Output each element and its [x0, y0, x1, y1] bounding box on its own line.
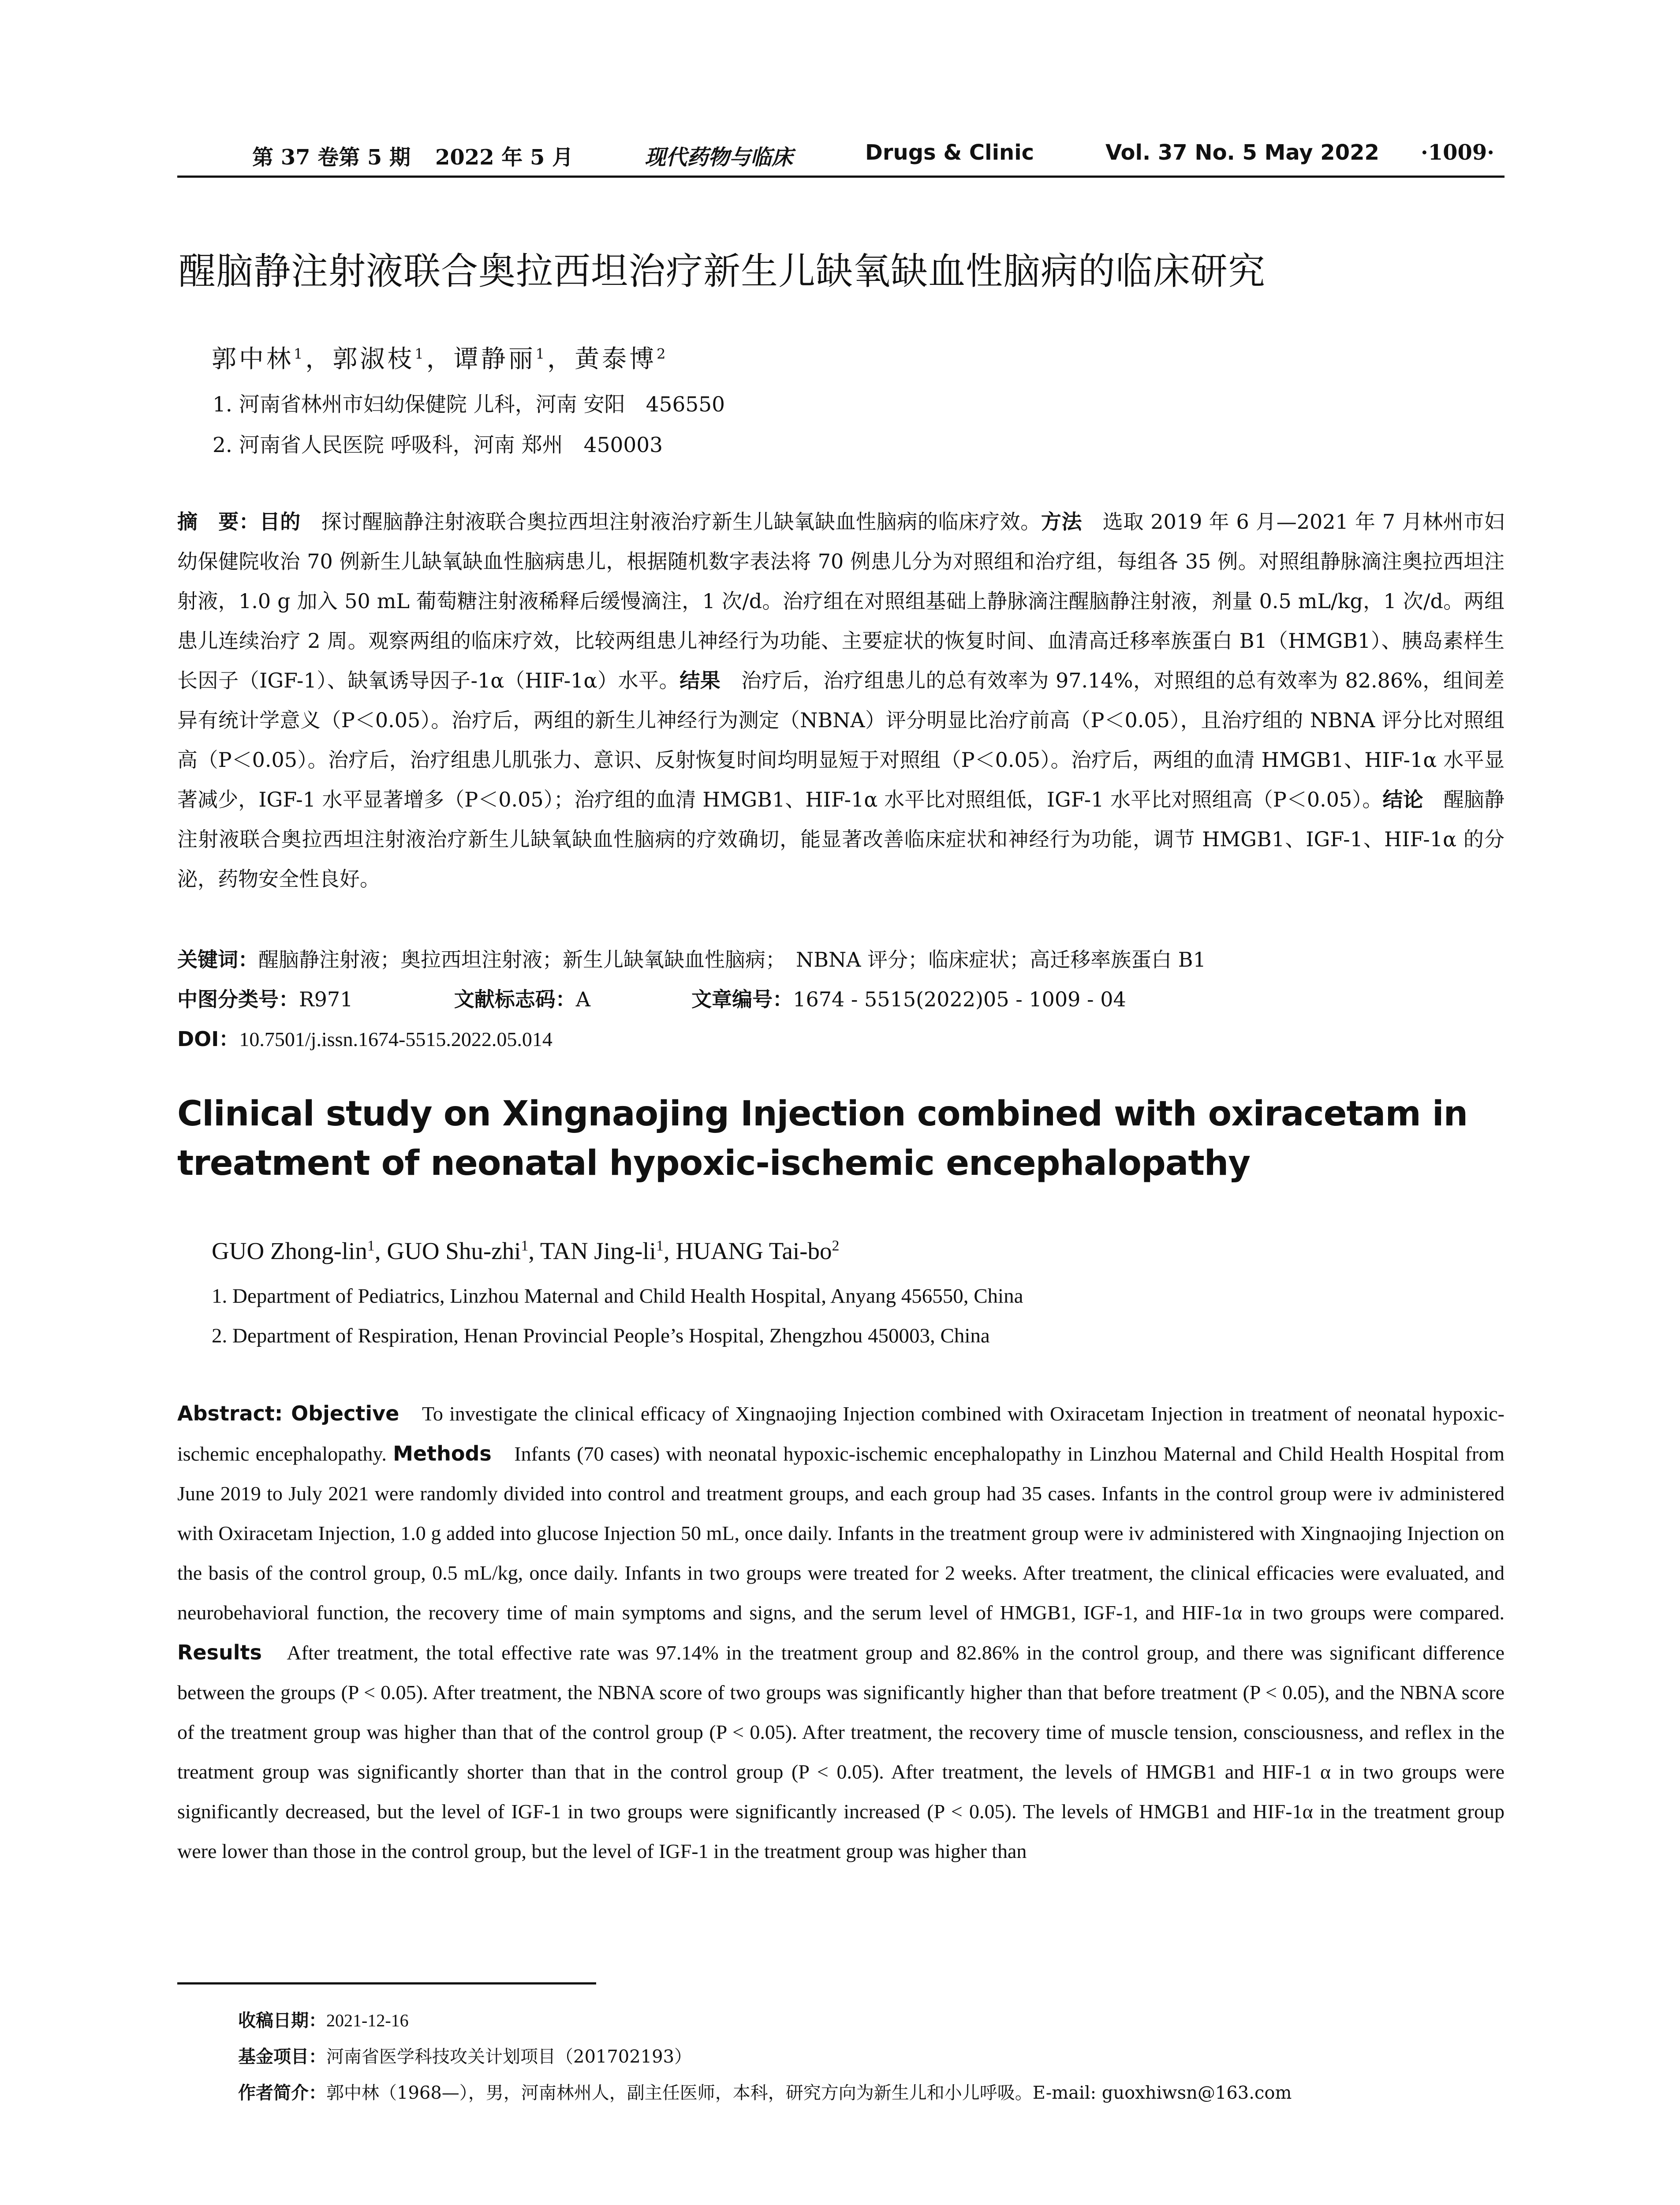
classification-line: [177, 983, 1126, 1013]
author-cn: 郭淑枝: [332, 345, 415, 374]
objective-label-cn: 目的: [259, 510, 301, 534]
objective-cn: 探讨醒脑静注射液联合奥拉西坦注射液治疗新生儿缺氧缺血性脑病的临床疗效。: [321, 510, 1041, 534]
footnote-author: [238, 2079, 1292, 2104]
keywords-text: 醒脑静注射液；奥拉西坦注射液；新生儿缺氧缺血性脑病； NBNA 评分；临床症状；高迁移率族蛋白 B1: [258, 948, 1206, 972]
author-aff-mark: 1: [367, 1237, 375, 1254]
results-en: After treatment, the total effective rate was 97.14% in the treatment group and 82.86% in the control group, and there was significant difference between the groups (P < 0.05). After treatment, the NBNA score of two groups was significantly higher than that before treatment (P < 0.05), and the NBNA score of the treatment group was higher than that of the control group (P < 0.05). After treatment, the recovery time of muscle tension, consciousness, and reflex in the treatment group was significantly shorter than that in the control group (P < 0.05). After treatment, the levels of HMGB1 and HIF-1 α in two groups were significantly decreased, but the level of IGF-1 in two groups were significantly increased (P < 0.05). The levels of HMGB1 and HIF-1α in the treatment group were lower than those in the control group, but the level of IGF-1 in the treatment group was higher than: [177, 1641, 1505, 1862]
affiliation-cn-2: 2. 河南省人民医院 呼吸科，河南 郑州 450003: [213, 433, 663, 457]
author-cn: 黄泰博: [575, 345, 657, 374]
doi-label: DOI：: [177, 1027, 239, 1051]
footnote-fund: [238, 2043, 692, 2068]
author-aff-mark: 1: [656, 1237, 664, 1254]
clc-value: R971: [299, 987, 353, 1011]
methods-en: Infants (70 cases) with neonatal hypoxic-ischemic encephalopathy in Linzhou Maternal and Child Health Hospital from June 2019 to July 2021 were randomly divided into control and treatment groups, and each group had 35 cases. Infants in the control group were iv administered with Oxiracetam Injection, 1.0 g added into glucose Injection 50 mL, once daily. Infants in the treatment group were iv administered with Xingnaojing Injection on the basis of the control group, 0.5 mL/kg, once daily. Infants in two groups were treated for 2 weeks. After treatment, the clinical efficacies were evaluated, and neurobehavioral function, the recovery time of main symptoms and signs, and the serum level of HMGB1, IGF-1, and HIF-1α in two groups were compared.: [177, 1443, 1505, 1624]
keywords-label: 关键词：: [177, 948, 258, 972]
methods-label-cn: 方法: [1041, 510, 1083, 534]
keywords: [177, 944, 1206, 973]
running-head: [177, 140, 1500, 180]
affiliation-cn-1: 1. 河南省林州市妇幼保健院 儿科，河南 安阳 456550: [213, 392, 725, 417]
conclusion-label-cn: 结论: [1382, 788, 1423, 811]
footnote-rule: [177, 1982, 596, 1984]
received-label: 收稿日期：: [238, 2011, 326, 2031]
date-cn: 2022 年 5 月: [435, 145, 574, 170]
results-label-en: Results: [177, 1641, 262, 1664]
separator: ，: [426, 345, 454, 374]
objective-en: To investigate the clinical efficacy of Xingnaojing Injection combined with Oxiracetam Injection in treatment of neonatal hypoxic-ischemic encephalopathy.: [177, 1402, 1505, 1465]
separator: ,: [374, 1237, 387, 1264]
fund-label: 基金项目：: [238, 2047, 326, 2067]
doc-code-label: 文献标志码：: [454, 987, 576, 1011]
abstract-en: [177, 1394, 1505, 1871]
affiliation-en-1: 1. Department of Pediatrics, Linzhou Maternal and Child Health Hospital, Anyang 456550, China: [212, 1285, 1023, 1308]
article-no-value: 1674 - 5515(2022)05 - 1009 - 04: [793, 987, 1126, 1011]
header-rule: [177, 176, 1505, 178]
affiliation-en-2: 2. Department of Respiration, Henan Provincial People’s Hospital, Zhengzhou 450003, China: [212, 1324, 990, 1347]
separator: ，: [305, 345, 333, 374]
author-aff-mark: 1: [535, 345, 548, 363]
conclusion-cn: 醒脑静注射液联合奥拉西坦注射液治疗新生儿缺氧缺血性脑病的疗效确切，能显著改善临床症状和神经行为功能，调节 HMGB1、IGF-1、HIF-1α 的分泌，药物安全性良好。: [177, 788, 1505, 891]
volume-issue-cn: 第 37 卷第 5 期: [252, 145, 411, 170]
authors-cn: [212, 340, 668, 375]
author-en: GUO Shu-zhi: [387, 1237, 521, 1264]
footnote-received: [238, 2007, 409, 2032]
title-cn: 醒脑静注射液联合奥拉西坦治疗新生儿缺氧缺血性脑病的临床研究: [179, 250, 1266, 293]
abstract-cn: [177, 502, 1505, 899]
author-cn: 谭静丽: [453, 345, 536, 374]
separator: ，: [547, 345, 575, 374]
received-date: 2021-12-16: [326, 2011, 409, 2030]
author-en: GUO Zhong-lin: [212, 1237, 367, 1264]
separator: ,: [663, 1237, 676, 1264]
author-aff-mark: 1: [414, 345, 426, 363]
clc-label: 中图分类号：: [177, 987, 299, 1011]
doc-code-value: A: [575, 987, 590, 1011]
journal-name-cn: 现代药物与临床: [645, 145, 793, 170]
methods-cn: 选取 2019 年 6 月—2021 年 7 月林州市妇幼保健院收治 70 例新生儿缺氧缺血性脑病患儿，根据随机数字表法将 70 例患儿分为对照组和治疗组，每组各 35 例。对照组静脉滴注奥拉西坦注射液，1.0 g 加入 50 mL 葡萄糖注射液稀释后缓慢滴注，1 次/d。治疗组在对照组基础上静脉滴注醒脑静注射液，剂量 0.5 mL/kg，1 次/d。两组患儿连续治疗 2 周。观察两组的临床疗效，比较两组患儿神经行为功能、主要症状的恢复时间、血清高迁移率族蛋白 B1（HMGB1）、胰岛素样生长因子（IGF-1）、缺氧诱导因子-1α（HIF-1α）水平。: [177, 510, 1505, 692]
author-bio-text: 郭中林（1968—），男，河南林州人，副主任医师，本科，研究方向为新生儿和小儿呼吸。E-mail: guoxhiwsn@163.com: [326, 2083, 1292, 2103]
author-aff-mark: 2: [657, 345, 668, 363]
author-aff-mark: 2: [832, 1237, 840, 1254]
doi-value: 10.7501/j.issn.1674-5515.2022.05.014: [239, 1028, 553, 1050]
separator: ,: [528, 1237, 540, 1264]
results-label-cn: 结果: [679, 669, 721, 692]
journal-name-en: Drugs & Clinic: [865, 140, 1034, 165]
article-no-label: 文章编号：: [691, 987, 793, 1011]
author-cn: 郭中林: [212, 345, 294, 374]
results-cn: 治疗后，治疗组患儿的总有效率为 97.14%，对照组的总有效率为 82.86%，组间差异有统计学意义（P＜0.05）。治疗后，两组的新生儿神经行为测定（NBNA）评分明显比治疗前高（P＜0.05），且治疗组的 NBNA 评分比对照组高（P＜0.05）。治疗后，治疗组患儿肌张力、意识、反射恢复时间均明显短于对照组（P＜0.05）。治疗后，两组的血清 HMGB1、HIF-1α 水平显著减少，IGF-1 水平显著增多（P＜0.05）；治疗组的血清 HMGB1、HIF-1α 水平比对照组低，IGF-1 水平比对照组高（P＜0.05）。: [177, 669, 1505, 811]
author-en: HUANG Tai-bo: [676, 1237, 832, 1264]
doi-line: [177, 1023, 553, 1052]
fund-text: 河南省医学科技攻关计划项目（201702193）: [326, 2047, 692, 2067]
methods-label-en: Methods: [393, 1442, 492, 1465]
authors-en: [212, 1237, 840, 1265]
author-aff-mark: 1: [294, 345, 306, 363]
abstract-cn-label: 摘 要：: [177, 510, 260, 534]
title-en: Clinical study on Xingnaojing Injection combined with oxiracetam in treatment of neonatal hypoxic-ischemic encephalopathy: [177, 1094, 1468, 1183]
volume-issue-en: Vol. 37 No. 5 May 2022: [1105, 140, 1379, 165]
author-aff-mark: 1: [521, 1237, 529, 1254]
abstract-en-label: Abstract: Objective: [177, 1401, 399, 1425]
author-en: TAN Jing-li: [540, 1237, 656, 1264]
page-number: ·1009·: [1421, 140, 1495, 165]
author-bio-label: 作者简介：: [238, 2083, 326, 2103]
